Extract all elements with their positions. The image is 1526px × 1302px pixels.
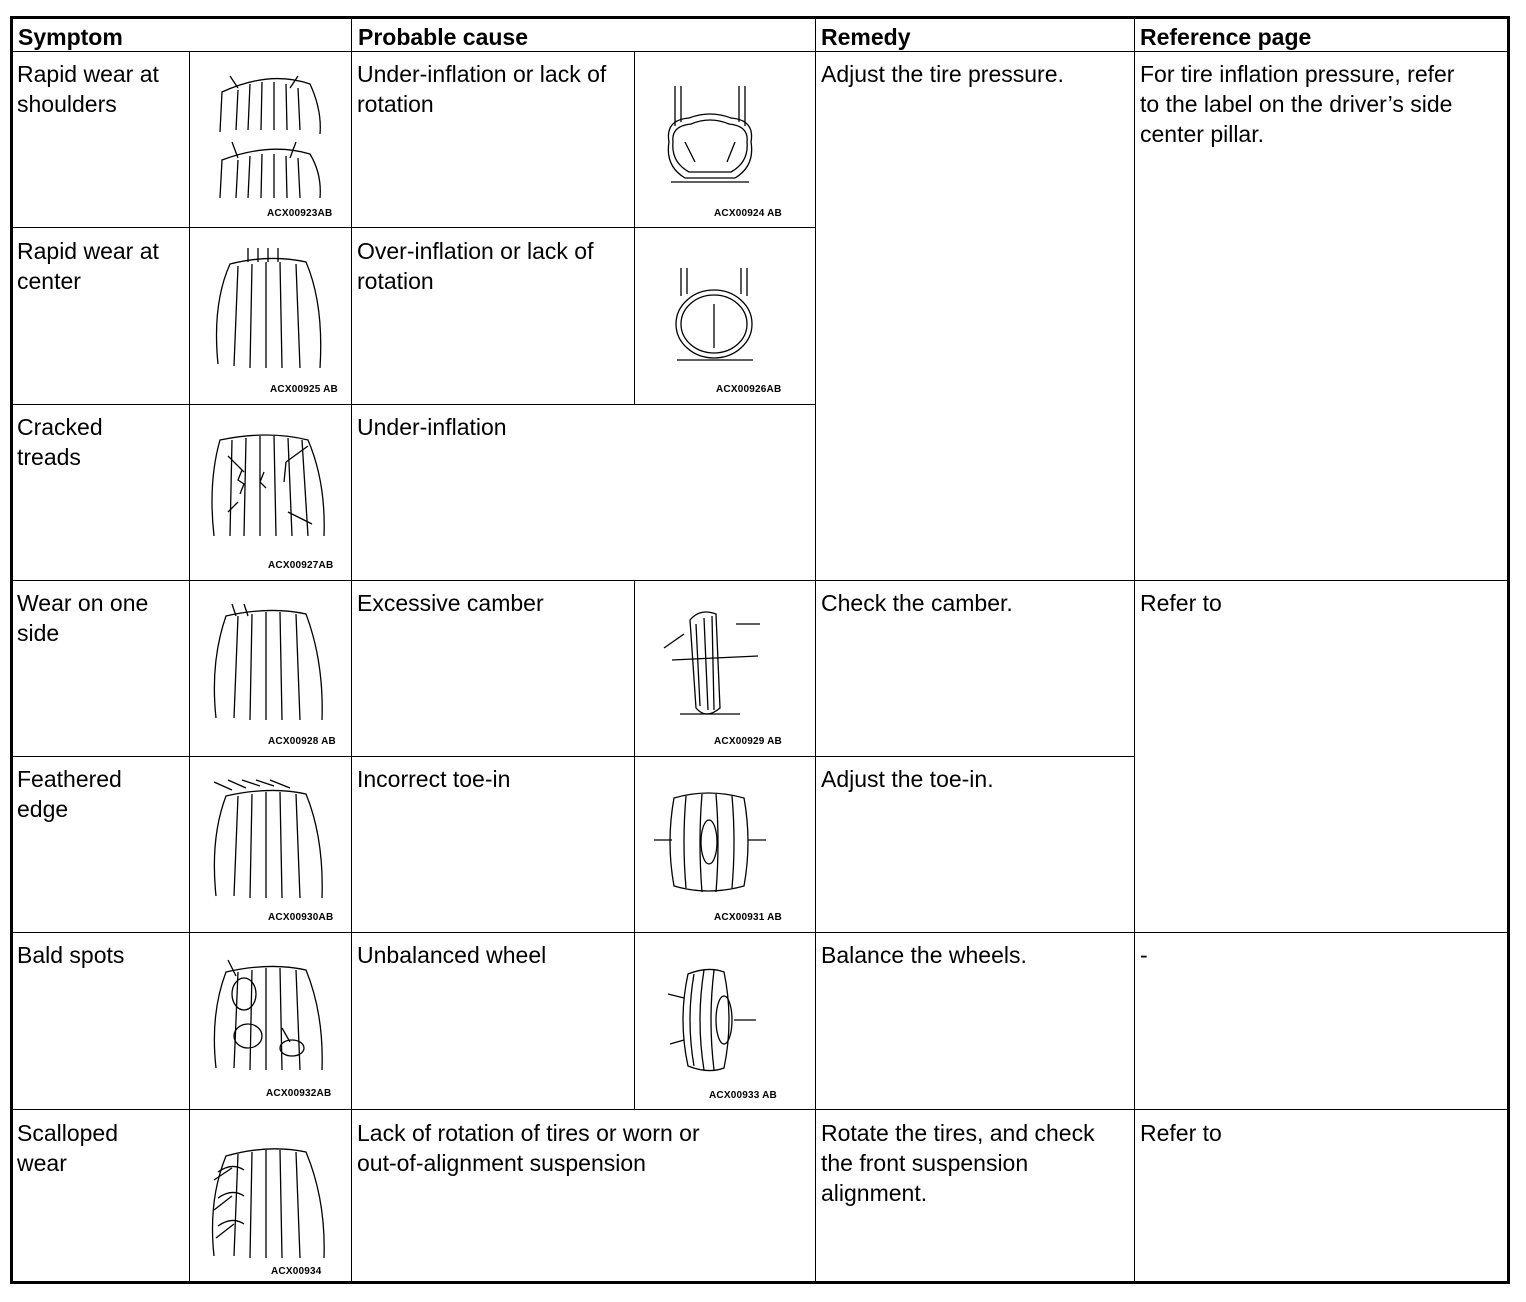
row-divider: [13, 580, 1507, 581]
tire-bald-spots-illustration: [210, 958, 330, 1074]
camber-wheel-illustration: [660, 604, 770, 718]
tire-scalloped-wear-illustration: [208, 1140, 332, 1260]
column-divider: [351, 19, 352, 1281]
symptom-text: Rapid wear at center: [17, 238, 159, 294]
tire-center-wear-illustration: [210, 244, 330, 374]
row-divider: [13, 227, 816, 228]
figure-caption: ACX00933 AB: [709, 1090, 777, 1101]
cause-text: Incorrect toe-in: [357, 766, 511, 792]
figure-caption: ACX00931 AB: [714, 912, 782, 923]
symptom-text: Cracked treads: [17, 414, 103, 470]
cause-text: Over-inflation or lack of rotation: [357, 238, 594, 294]
under-inflated-tire-section: [655, 86, 765, 186]
remedy-text: Rotate the tires, and check the front suspension alignment.: [821, 1120, 1095, 1206]
cracked-tread-illustration: [208, 432, 332, 542]
row-divider: [13, 756, 1135, 757]
reference-text: Refer to: [1140, 1120, 1222, 1146]
cause-text: Under-inflation or lack of rotation: [357, 61, 607, 117]
symptom-text: Scalloped wear: [17, 1120, 119, 1176]
column-divider: [634, 580, 635, 1109]
tire-one-side-wear-illustration: [210, 602, 330, 724]
header-remedy: Remedy: [821, 24, 911, 50]
figure-caption: ACX00926AB: [716, 384, 782, 395]
symptom-text: Bald spots: [17, 942, 125, 968]
reference-text: Refer to: [1140, 590, 1222, 616]
figure-caption: ACX00930AB: [268, 912, 334, 923]
column-divider: [815, 19, 816, 1281]
symptom-text: Wear on one side: [17, 590, 149, 646]
row-divider: [13, 404, 816, 405]
row-divider: [13, 932, 1507, 933]
toe-in-wheel-illustration: [652, 788, 768, 896]
row-divider: [13, 1109, 1507, 1110]
column-divider: [1134, 19, 1135, 1281]
symptom-text: Feathered edge: [17, 766, 122, 822]
column-divider: [189, 52, 190, 1281]
figure-caption: ACX00934: [271, 1266, 322, 1277]
figure-caption: ACX00932AB: [266, 1088, 332, 1099]
figure-caption: ACX00925 AB: [270, 384, 338, 395]
header-reference-page: Reference page: [1140, 24, 1312, 50]
figure-caption: ACX00928 AB: [268, 736, 336, 747]
cause-text: Unbalanced wheel: [357, 942, 547, 968]
reference-text: For tire inflation pressure, refer to the label on the driver’s side center pillar.: [1140, 61, 1455, 147]
header-probable-cause: Probable cause: [358, 24, 529, 50]
reference-text: -: [1140, 942, 1148, 968]
figure-caption: ACX00927AB: [268, 560, 334, 571]
cause-text: Under-inflation: [357, 414, 507, 440]
header-symptom: Symptom: [18, 24, 123, 50]
tire-feathered-edge-illustration: [210, 778, 330, 900]
remedy-text: Adjust the toe-in.: [821, 766, 994, 792]
cause-text: Lack of rotation of tires or worn or out-of-alignment suspension: [357, 1120, 700, 1176]
figure-caption: ACX00929 AB: [714, 736, 782, 747]
over-inflated-tire-section: [665, 268, 765, 364]
remedy-text: Balance the wheels.: [821, 942, 1027, 968]
symptom-text: Rapid wear at shoulders: [17, 61, 159, 117]
tire-shoulder-wear-illustration: [210, 70, 330, 202]
remedy-text: Adjust the tire pressure.: [821, 61, 1064, 87]
column-divider: [634, 52, 635, 404]
figure-caption: ACX00923AB: [267, 208, 333, 219]
figure-caption: ACX00924 AB: [714, 208, 782, 219]
cause-text: Excessive camber: [357, 590, 544, 616]
unbalanced-wheel-illustration: [664, 964, 764, 1076]
remedy-text: Check the camber.: [821, 590, 1013, 616]
